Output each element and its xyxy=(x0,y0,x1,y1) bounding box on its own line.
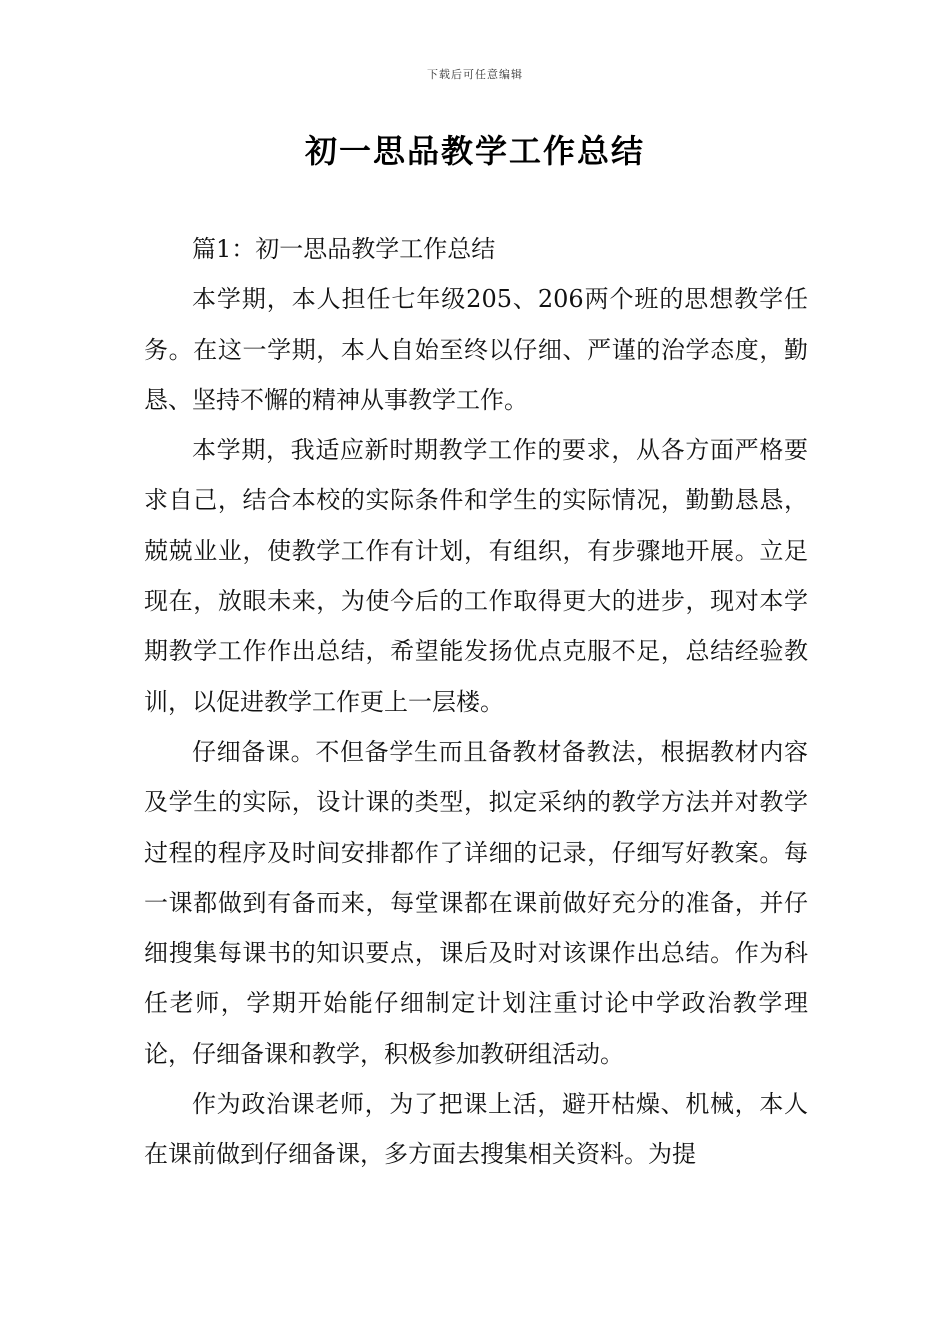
header-note: 下载后可任意编辑 xyxy=(427,68,523,81)
paragraph: 仔细备课。不但备学生而且备教材备教法，根据教材内容及学生的实际，设计课的类型，拟定采纳的教学方法并对教学过程的程序及时间安排都作了详细的记录，仔细写好教案。每一课都做到有备而来，每堂课都在课前做好充分的准备，并仔细搜集每课书的知识要点，课后及时对该课作出总结。作为科任老师，学期开始能仔细制定计划注重讨论中学政治教学理论，仔细备课和教学，积极参加教研组活动。 xyxy=(144,737,808,1068)
paragraph-section-heading: 篇1：初一思品教学工作总结 xyxy=(192,235,496,263)
document-title: 初一思品教学工作总结 xyxy=(304,132,645,170)
document-body xyxy=(144,224,808,1180)
paragraph: 作为政治课老师，为了把课上活，避开枯燥、机械，本人在课前做到仔细备课，多方面去搜集相关资料。为提 xyxy=(144,1090,808,1169)
paragraph: 本学期，我适应新时期教学工作的要求，从各方面严格要求自己，结合本校的实际条件和学生的实际情况，勤勤恳恳，兢兢业业，使教学工作有计划，有组织，有步骤地开展。立足现在，放眼未来，为使今后的工作取得更大的进步，现对本学期教学工作作出总结，希望能发扬优点克服不足，总结经验教训，以促进教学工作更上一层楼。 xyxy=(144,436,808,716)
paragraph: 本学期，本人担任七年级205、206两个班的思想教学任务。在这一学期，本人自始至终以仔细、严谨的治学态度，勤恳、坚持不懈的精神从事教学工作。 xyxy=(144,285,808,414)
